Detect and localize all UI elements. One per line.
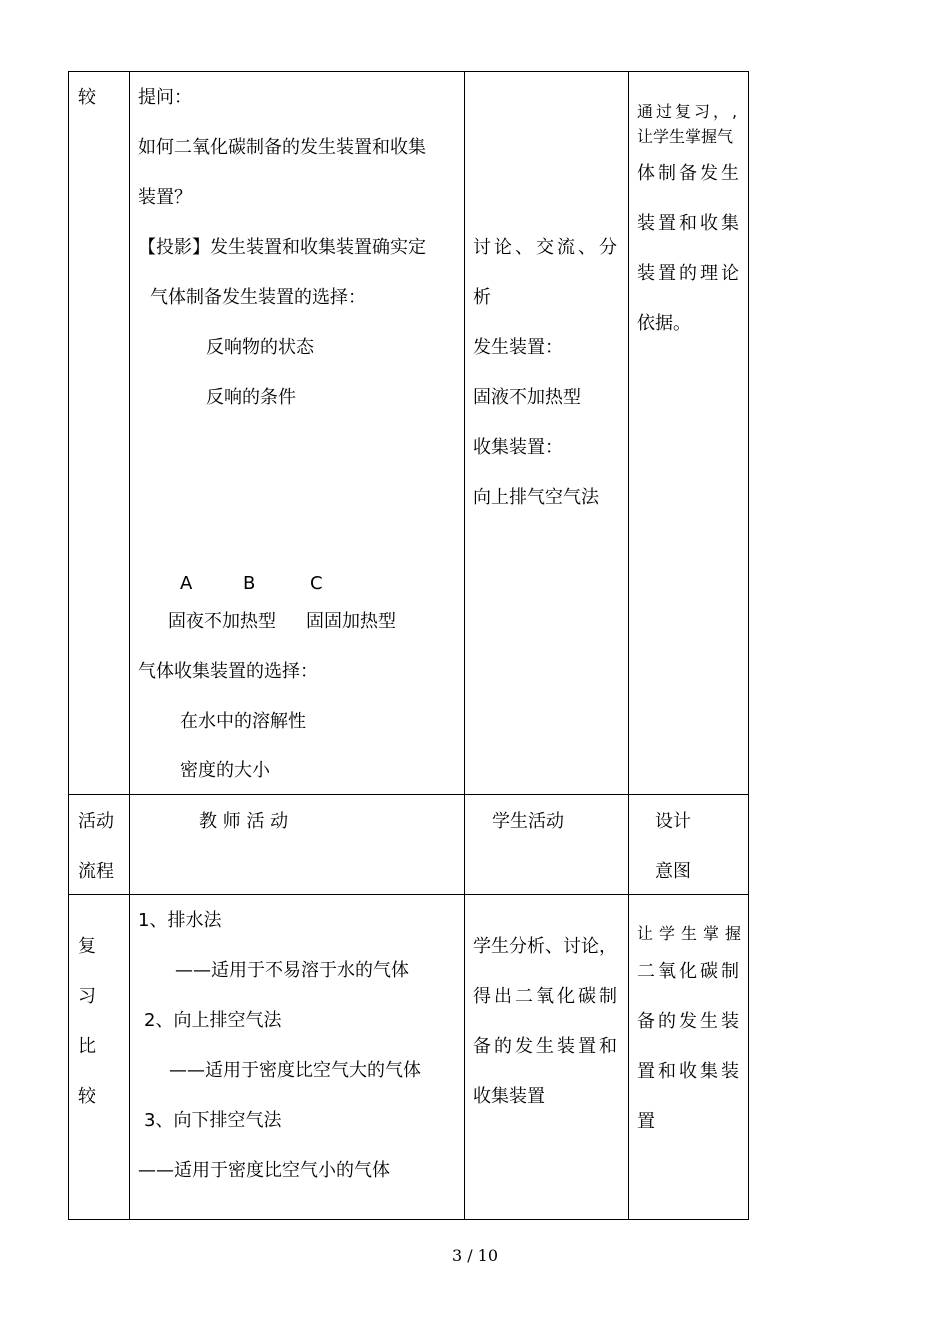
intent-line: 让学生掌握气	[637, 127, 734, 146]
teacher-projection-text: 【投影】发生装置和收集装置确实定	[138, 237, 426, 258]
stage-char: 较	[78, 1086, 96, 1107]
generator-choice-heading: 气体制备发生装置的选择：	[150, 287, 366, 308]
header-flow-line1: 活动	[78, 811, 114, 832]
method-1: 1、排水法	[138, 910, 222, 931]
method-3-note: ——适用于密度比空气小的气体	[138, 1160, 390, 1181]
student-collector-value: 向上排气空气法	[473, 487, 599, 508]
intent-line: 置和收集装	[637, 1061, 742, 1082]
stage-char: 复	[78, 936, 96, 957]
apparatus-type-solid: 固固加热型	[306, 611, 396, 632]
page-number: 3 / 10	[451, 1246, 499, 1265]
intent-line: 让学生掌握	[637, 924, 748, 943]
collector-choice-heading: 气体收集装置的选择：	[138, 661, 318, 682]
student-line: 收集装置	[473, 1086, 545, 1107]
student-discussion: 讨论、交流、分	[473, 237, 620, 258]
apparatus-label-a: A	[180, 573, 193, 594]
column-divider	[129, 71, 130, 1220]
method-2-note: ——适用于密度比空气大的气体	[169, 1060, 421, 1081]
intent-line: 通过复习，,	[637, 102, 741, 121]
generator-factor-state: 反响物的状态	[206, 337, 314, 358]
apparatus-type-liquid: 固夜不加热型	[168, 611, 276, 632]
teacher-question-line2: 装置？	[138, 187, 192, 208]
column-divider	[628, 71, 629, 1220]
student-line: 备的发生装置和	[473, 1036, 620, 1057]
column-divider	[464, 71, 465, 1220]
teacher-question-line1: 如何二氧化碳制备的发生装置和收集	[138, 137, 426, 158]
apparatus-label-b: B	[243, 573, 256, 594]
intent-line: 二氧化碳制	[637, 961, 742, 982]
header-flow-line2: 流程	[78, 861, 114, 882]
student-discussion-cont: 析	[473, 287, 491, 308]
student-line: 学生分析、讨论，	[473, 936, 617, 957]
row-divider	[68, 794, 749, 795]
apparatus-label-c: C	[310, 573, 323, 594]
header-intent-line1: 设计	[655, 811, 691, 832]
student-collector-label: 收集装置：	[473, 437, 563, 458]
header-intent-line2: 意图	[655, 861, 691, 882]
generator-factor-condition: 反响的条件	[206, 387, 296, 408]
method-3: 3、向下排空气法	[144, 1110, 282, 1131]
intent-line: 依据。	[637, 313, 691, 334]
header-teacher-activity: 教 师 活 动	[199, 811, 289, 832]
student-generator-label: 发生装置：	[473, 337, 563, 358]
row-divider	[68, 894, 749, 895]
student-generator-value: 固液不加热型	[473, 387, 581, 408]
intent-line: 备的发生装	[637, 1011, 742, 1032]
stage-char: 比	[78, 1036, 96, 1057]
intent-line: 置	[637, 1111, 655, 1132]
collector-factor-density: 密度的大小	[180, 760, 270, 781]
method-2: 2、向上排空气法	[144, 1010, 282, 1031]
teacher-question-label: 提问：	[138, 87, 192, 108]
intent-line: 装置的理论	[637, 263, 742, 284]
collector-factor-solubility: 在水中的溶解性	[180, 711, 306, 732]
intent-line: 装置和收集	[637, 213, 742, 234]
intent-line: 体制备发生	[637, 163, 742, 184]
stage-label: 较	[78, 87, 96, 108]
student-line: 得出二氧化碳制	[473, 986, 620, 1007]
method-1-note: ——适用于不易溶于水的气体	[175, 960, 409, 981]
stage-char: 习	[78, 986, 96, 1007]
header-student-activity: 学生活动	[492, 811, 564, 832]
